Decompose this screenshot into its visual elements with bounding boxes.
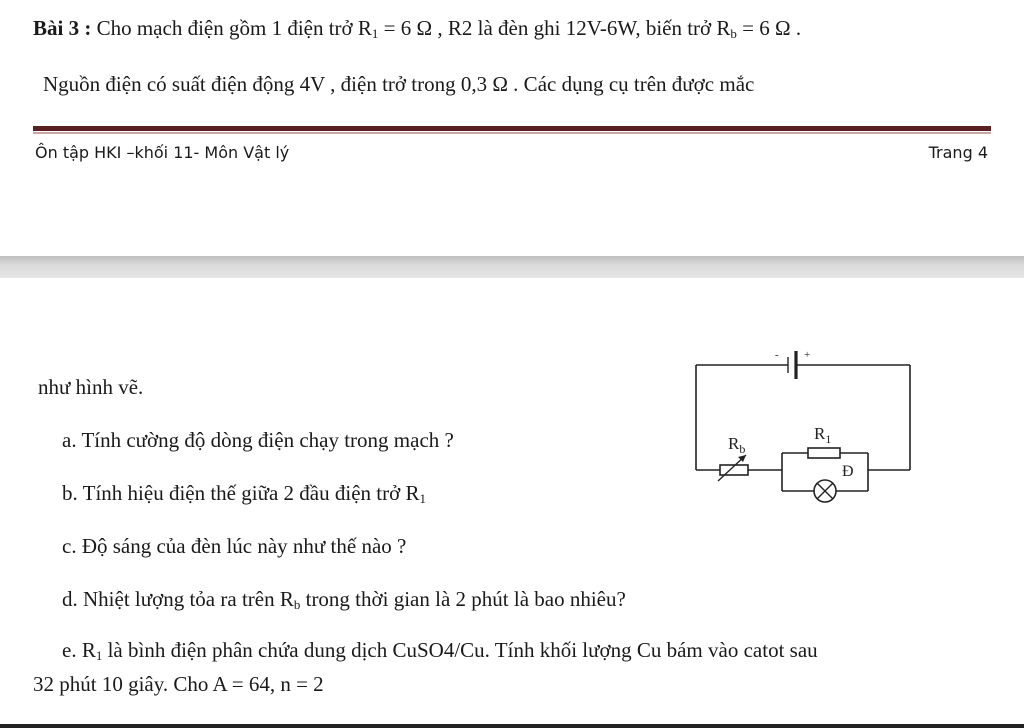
page-separator (0, 256, 1024, 278)
r1-label-sub: 1 (825, 432, 832, 446)
lamp-label: Đ (842, 463, 854, 480)
problem-line-1-c: = 6 Ω . (736, 16, 802, 40)
footer-right: Trang 4 (928, 143, 988, 162)
question-e-a: e. R (62, 638, 96, 662)
battery-plus-sign: + (804, 349, 811, 361)
r1-label-letter: R (814, 424, 826, 443)
resistor-r1 (808, 448, 840, 458)
r1-subscript: 1 (371, 26, 379, 41)
rb-label-letter: R (728, 434, 740, 453)
footer-left: Ôn tập HKI –khối 11- Môn Vật lý (35, 143, 290, 162)
problem-line-1 (33, 16, 801, 42)
problem-line-1-b: = 6 Ω , R2 là đèn ghi 12V-6W, biến trở R (378, 16, 731, 40)
question-e-b: là bình điện phân chứa dung dịch CuSO4/Cu. Tính khối lượng Cu bám vào catot sau (102, 638, 818, 662)
problem-line-1-a: Cho mạch điện gồm 1 điện trở R (91, 16, 372, 40)
question-e (62, 638, 818, 664)
rb-label-sub: b (739, 442, 746, 456)
question-c: c. Độ sáng của đèn lúc này như thế nào ? (62, 534, 407, 558)
question-e-line-2: 32 phút 10 giây. Cho A = 64, n = 2 (33, 672, 324, 696)
question-d (62, 587, 626, 613)
question-d-sub: b (293, 597, 301, 612)
problem-line-2: Nguồn điện có suất điện động 4V , điện trở trong 0,3 Ω . Các dụng cụ trên được mắc (43, 72, 755, 96)
r1-label (814, 424, 831, 446)
rb-label (728, 434, 745, 456)
footer-rule-shadow (33, 132, 991, 134)
problem-title: Bài 3 : (33, 16, 92, 40)
footer-rule (33, 126, 991, 131)
circuit-diagram (690, 345, 920, 525)
question-d-a: d. Nhiệt lượng tỏa ra trên R (62, 587, 294, 611)
rb-subscript: b (730, 26, 737, 41)
question-b-text: b. Tính hiệu điện thế giữa 2 đầu điện trở R (62, 481, 420, 505)
question-b-sub: 1 (419, 491, 426, 506)
battery-minus-sign: - (775, 349, 779, 361)
bottom-edge (0, 724, 1024, 728)
question-e-sub: 1 (95, 648, 103, 663)
question-a: a. Tính cường độ dòng điện chạy trong mạch ? (62, 428, 454, 452)
problem-line-3: như hình vẽ. (38, 375, 144, 399)
question-b (62, 481, 426, 507)
question-d-b: trong thời gian là 2 phút là bao nhiêu? (300, 587, 626, 611)
